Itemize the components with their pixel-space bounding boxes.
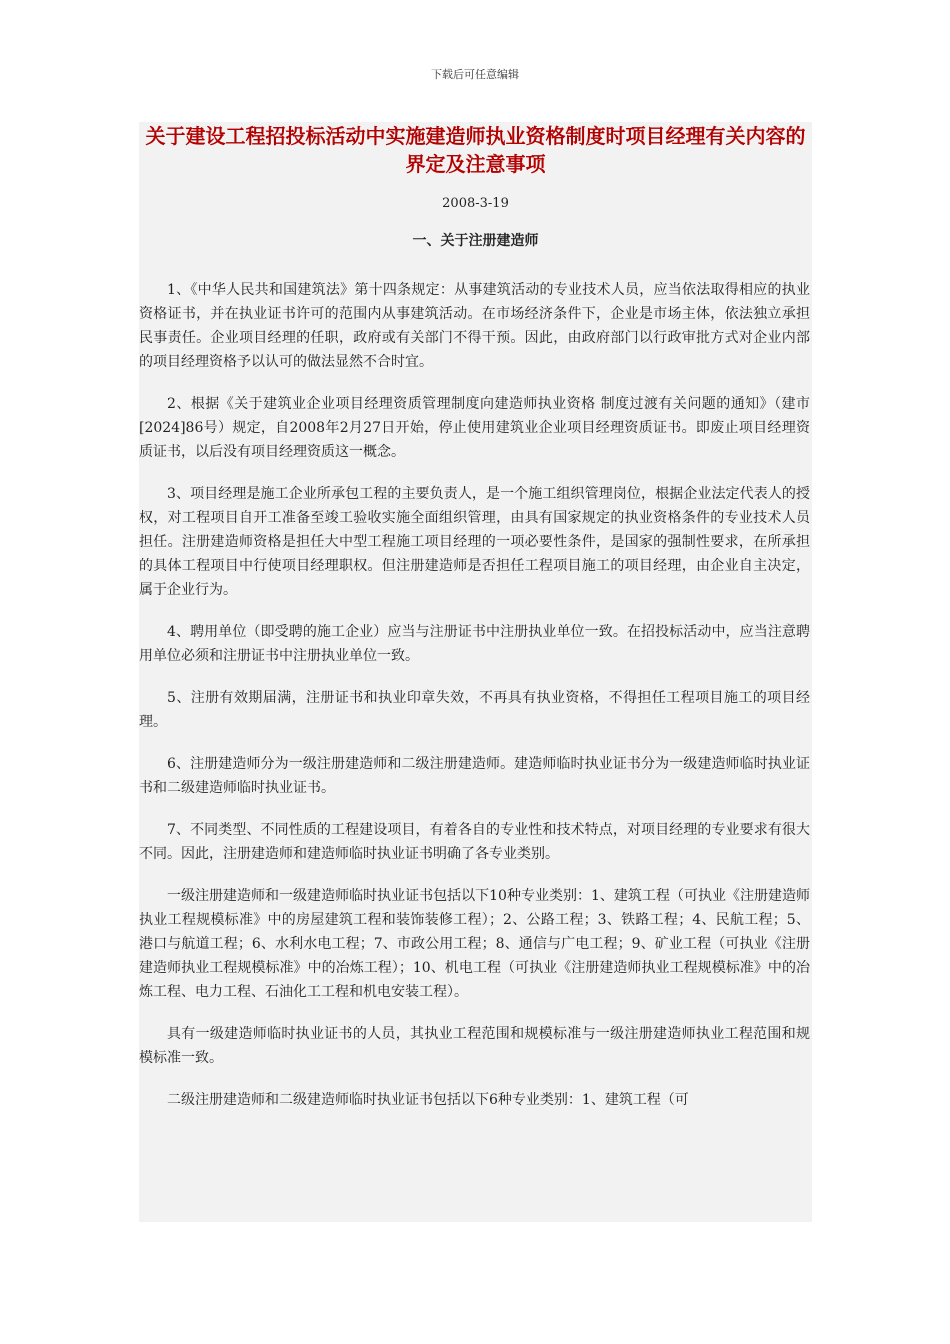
document-body xyxy=(139,122,812,1222)
paragraph-temp-certificate: 具有一级建造师临时执业证书的人员，其执业工程范围和规模标准与一级注册建造师执业工程范围和规模标准一致。 xyxy=(139,1026,810,1066)
paragraph-4: 4、聘用单位（即受聘的施工企业）应当与注册证书中注册执业单位一致。在招投标活动中，应当注意聘用单位必须和注册证书中注册执业单位一致。 xyxy=(139,624,810,664)
paragraph-7: 7、不同类型、不同性质的工程建设项目，有着各自的专业性和技术特点，对项目经理的专业要求有很大不同。因此，注册建造师和建造师临时执业证书明确了各专业类别。 xyxy=(139,822,810,862)
section-heading: 一、关于注册建造师 xyxy=(412,233,539,249)
paragraph-6: 6、注册建造师分为一级注册建造师和二级注册建造师。建造师临时执业证书分为一级建造师临时执业证书和二级建造师临时执业证书。 xyxy=(139,756,810,796)
paragraph-level1-categories: 一级注册建造师和一级建造师临时执业证书包括以下10种专业类别：1、建筑工程（可执业《注册建造师执业工程规模标准》中的房屋建筑工程和装饰装修工程）；2、公路工程；3、铁路工程；4、民航工程；5、港口与航道工程；6、水利水电工程；7、市政公用工程；8、通信与广电工程；9、矿业工程（可执业《注册建造师执业工程规模标准》中的冶炼工程）；10、机电工程（可执业《注册建造师执业工程规模标准》中的冶炼工程、电力工程、石油化工工程和机电安装工程）。 xyxy=(139,888,810,1000)
paragraph-level2-categories: 二级注册建造师和二级建造师临时执业证书包括以下6种专业类别：1、建筑工程（可 xyxy=(167,1092,689,1108)
header-note: 下载后可任意编辑 xyxy=(431,68,519,81)
document-date: 2008-3-19 xyxy=(442,196,509,211)
paragraph-3: 3、项目经理是施工企业所承包工程的主要负责人，是一个施工组织管理岗位，根据企业法定代表人的授权，对工程项目自开工准备至竣工验收实施全面组织管理，由具有国家规定的执业资格条件的专业技术人员担任。注册建造师资格是担任大中型工程施工项目经理的一项必要性条件，是国家的强制性要求，在所承担的具体工程项目中行使项目经理职权。但注册建造师是否担任工程项目施工的项目经理，由企业自主决定，属于企业行为。 xyxy=(139,486,810,598)
paragraph-2: 2、根据《关于建筑业企业项目经理资质管理制度向建造师执业资格 制度过渡有关问题的通知》（建市[2024]86号）规定，自2008年2月27日开始，停止使用建筑业企业项目经理资质证书。即废止项目经理资质证书，以后没有项目经理资质这一概念。 xyxy=(139,396,810,460)
paragraph-1: 1、《中华人民共和国建筑法》第十四条规定：从事建筑活动的专业技术人员，应当依法取得相应的执业资格证书，并在执业证书许可的范围内从事建筑活动。在市场经济条件下，企业是市场主体，依法独立承担民事责任。企业项目经理的任职，政府或有关部门不得干预。因此，由政府部门以行政审批方式对企业内部的项目经理资格予以认可的做法显然不合时宜。 xyxy=(139,282,810,370)
paragraph-5: 5、注册有效期届满，注册证书和执业印章失效，不再具有执业资格，不得担任工程项目施工的项目经理。 xyxy=(139,690,810,730)
document-title: 关于建设工程招投标活动中实施建造师执业资格制度时项目经理有关内容的界定及注意事项 xyxy=(145,124,806,176)
